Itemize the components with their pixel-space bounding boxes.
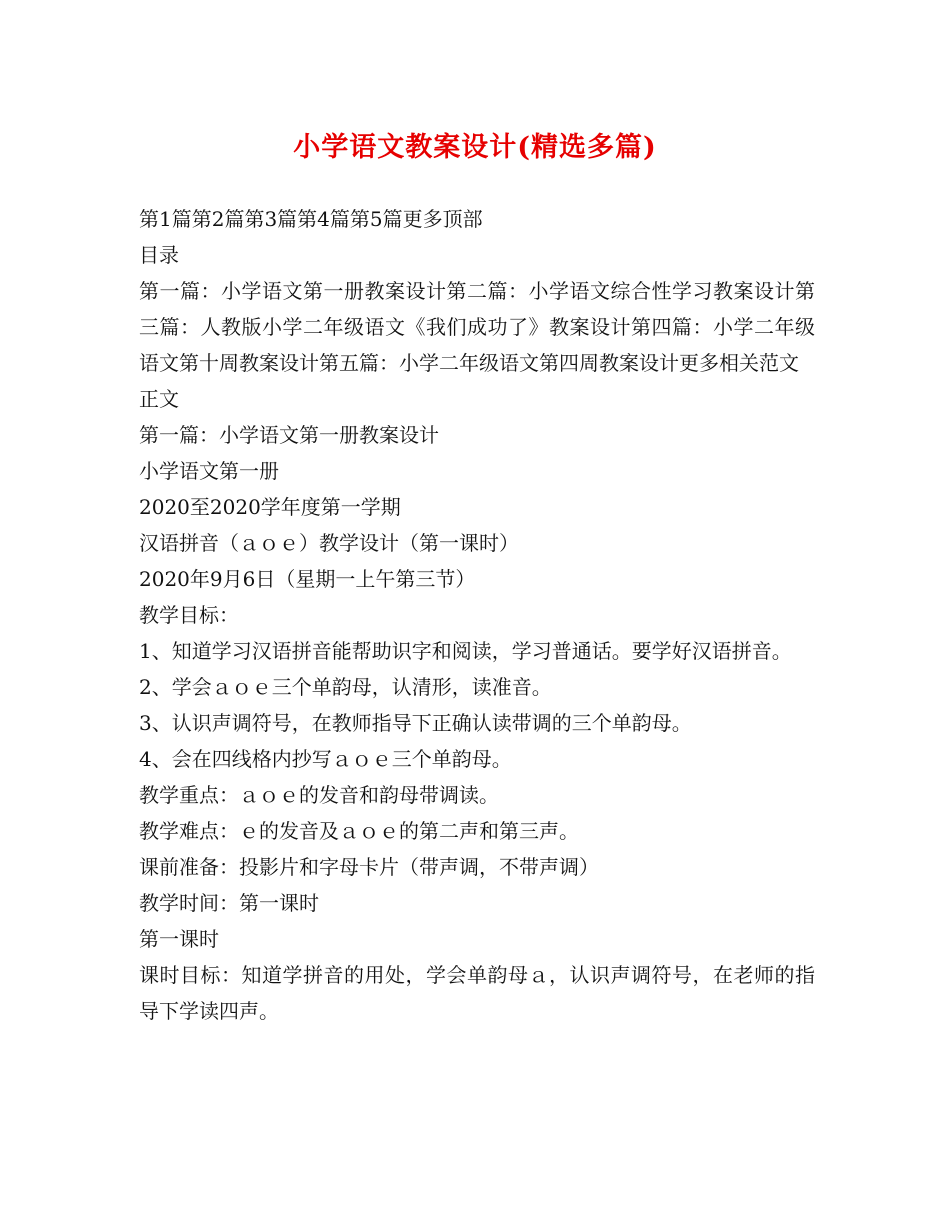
school-year: 2020至2020学年度第一学期	[139, 495, 401, 519]
teaching-time: 教学时间：第一课时	[139, 891, 319, 915]
toc-heading: 目录	[139, 243, 179, 267]
toc-body: 第一篇：小学语文第一册教案设计第二篇：小学语文综合性学习教案设计第三篇：人教版小学二年级语文《我们成功了》教案设计第四篇：小学二年级语文第十周教案设计第五篇：小学二年级语文第四周教案设计更多相关范文	[139, 279, 815, 375]
document-body	[139, 201, 815, 1029]
lesson-title: 汉语拼音（ａｏｅ）教学设计（第一课时）	[139, 531, 519, 555]
objective-3: 3、认识声调符号，在教师指导下正确认读带调的三个单韵母。	[139, 711, 692, 735]
lesson-objective: 课时目标：知道学拼音的用处，学会单韵母ａ，认识声调符号，在老师的指导下学读四声。	[139, 963, 815, 1023]
document-title: 小学语文教案设计(精选多篇)	[293, 132, 657, 163]
difficulty: 教学难点：ｅ的发音及ａｏｅ的第二声和第三声。	[139, 819, 579, 843]
body-heading: 正文	[139, 387, 179, 411]
objectives-heading: 教学目标：	[139, 603, 239, 627]
objective-1: 1、知道学习汉语拼音能帮助识字和阅读，学习普通话。要学好汉语拼音。	[139, 639, 792, 663]
preparation: 课前准备：投影片和字母卡片（带声调，不带声调）	[139, 855, 599, 879]
section-nav: 第1篇第2篇第3篇第4篇第5篇更多顶部	[139, 207, 483, 231]
book-name: 小学语文第一册	[139, 459, 279, 483]
lesson-date: 2020年9月6日（星期一上午第三节）	[139, 567, 476, 591]
key-point: 教学重点：ａｏｅ的发音和韵母带调读。	[139, 783, 499, 807]
objective-2: 2、学会ａｏｅ三个单韵母，认清形，读准音。	[139, 675, 552, 699]
objective-4: 4、会在四线格内抄写ａｏｅ三个单韵母。	[139, 747, 512, 771]
lesson-heading: 第一课时	[139, 927, 219, 951]
part1-heading: 第一篇：小学语文第一册教案设计	[139, 423, 439, 447]
